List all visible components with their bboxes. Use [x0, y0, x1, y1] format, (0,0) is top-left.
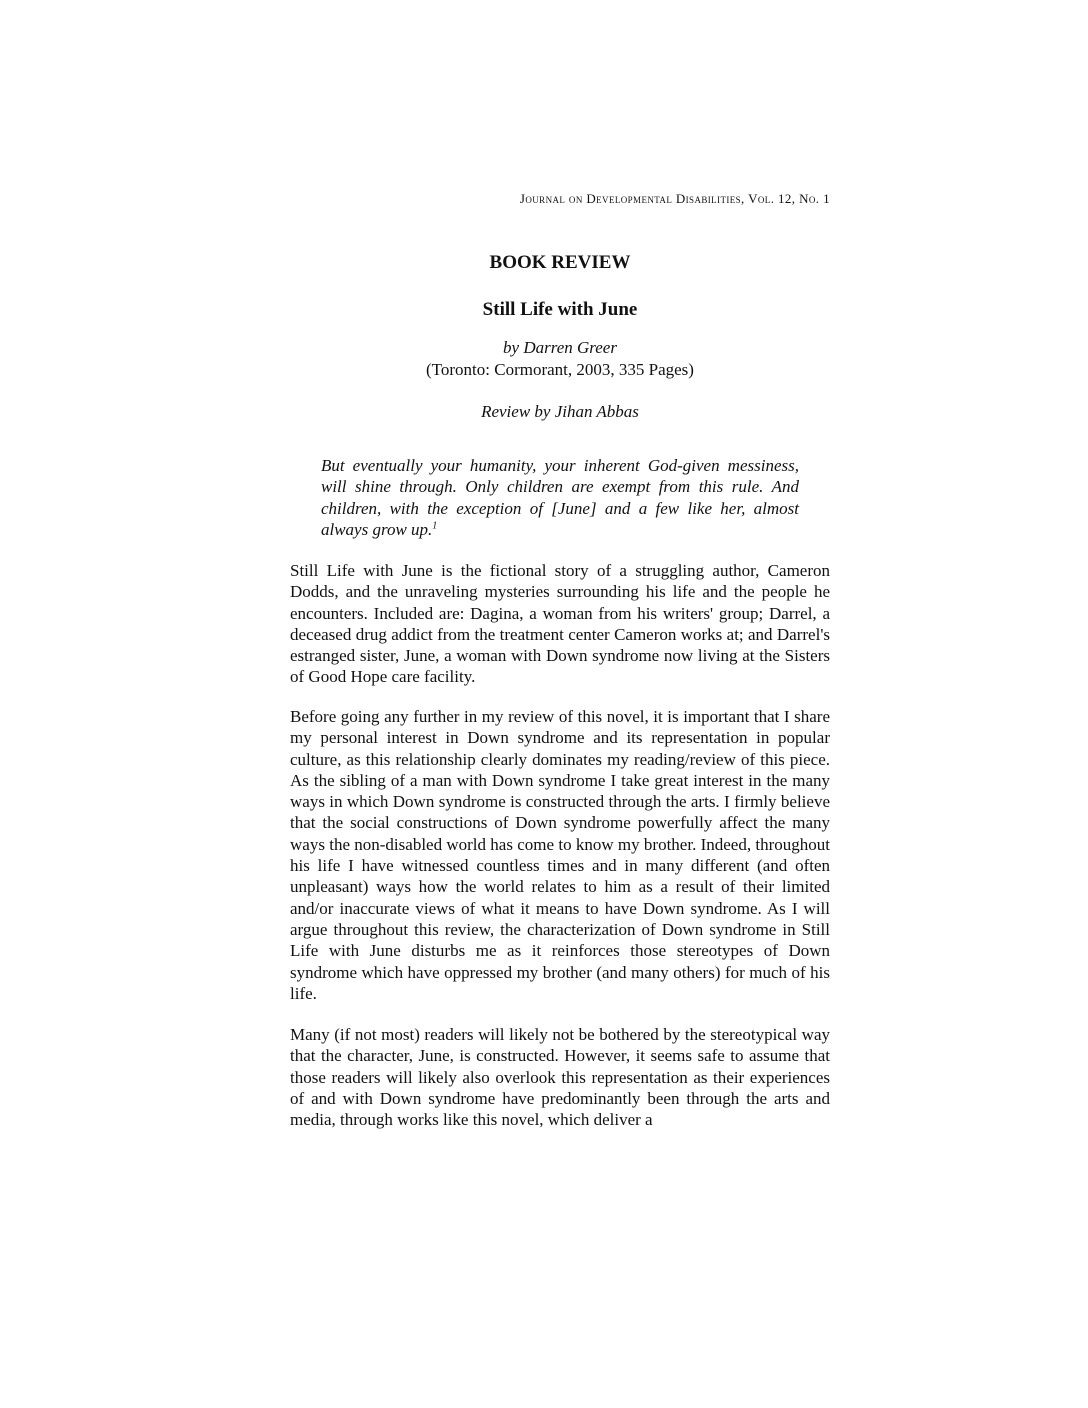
running-head: Journal on Developmental Disabilities, Vol. 12, No. 1: [519, 191, 830, 206]
footnote-marker: 1: [432, 520, 438, 532]
section-title: BOOK REVIEW: [489, 252, 631, 273]
epigraph-text: But eventually your humanity, your inherent God-given messiness, will shine through. Only children are exempt from this rule. And children, with the exception of [June] and a few like her, almost always grow up.: [321, 456, 799, 539]
body-paragraph: Before going any further in my review of this novel, it is important that I share my personal interest in Down syndrome and its representation in popular culture, as this relationship clearly dominates my reading/review of this piece. As the sibling of a man with Down syndrome I take great interest in the many ways in which Down syndrome is constructed through the arts. I firmly believe that the social constructions of Down syndrome powerfully affect the many ways the non-disabled world has come to know my brother. Indeed, throughout his life I have witnessed countless times and in many different (and often unpleasant) ways how the world relates to him as a result of their limited and/or inaccurate views of what it means to have Down syndrome. As I will argue throughout this review, the characterization of Down syndrome in Still Life with June disturbs me as it reinforces those stereotypes of Down syndrome which have oppressed my brother (and many others) for much of his life.: [290, 707, 830, 1003]
publication-info: (Toronto: Cormorant, 2003, 335 Pages): [426, 360, 694, 379]
body-paragraph: Still Life with June is the fictional story of a struggling author, Cameron Dodds, and the unraveling mysteries surrounding his life and the people he encounters. Included are: Dagina, a woman from his writers' group; Darrel, a deceased drug addict from the treatment center Cameron works at; and Darrel's estranged sister, June, a woman with Down syndrome now living at the Sisters of Good Hope care facility.: [290, 561, 830, 687]
book-author: by Darren Greer: [503, 338, 617, 357]
book-title: Still Life with June: [482, 299, 638, 320]
body-paragraph: Many (if not most) readers will likely not be bothered by the stereotypical way that the character, June, is constructed. However, it seems safe to assume that those readers will likely also overlook this representation as their experiences of and with Down syndrome have predominantly been through the arts and media, through works like this novel, which deliver a: [290, 1025, 830, 1130]
epigraph-quote: [321, 455, 799, 540]
reviewer-byline: Review by Jihan Abbas: [481, 402, 639, 421]
